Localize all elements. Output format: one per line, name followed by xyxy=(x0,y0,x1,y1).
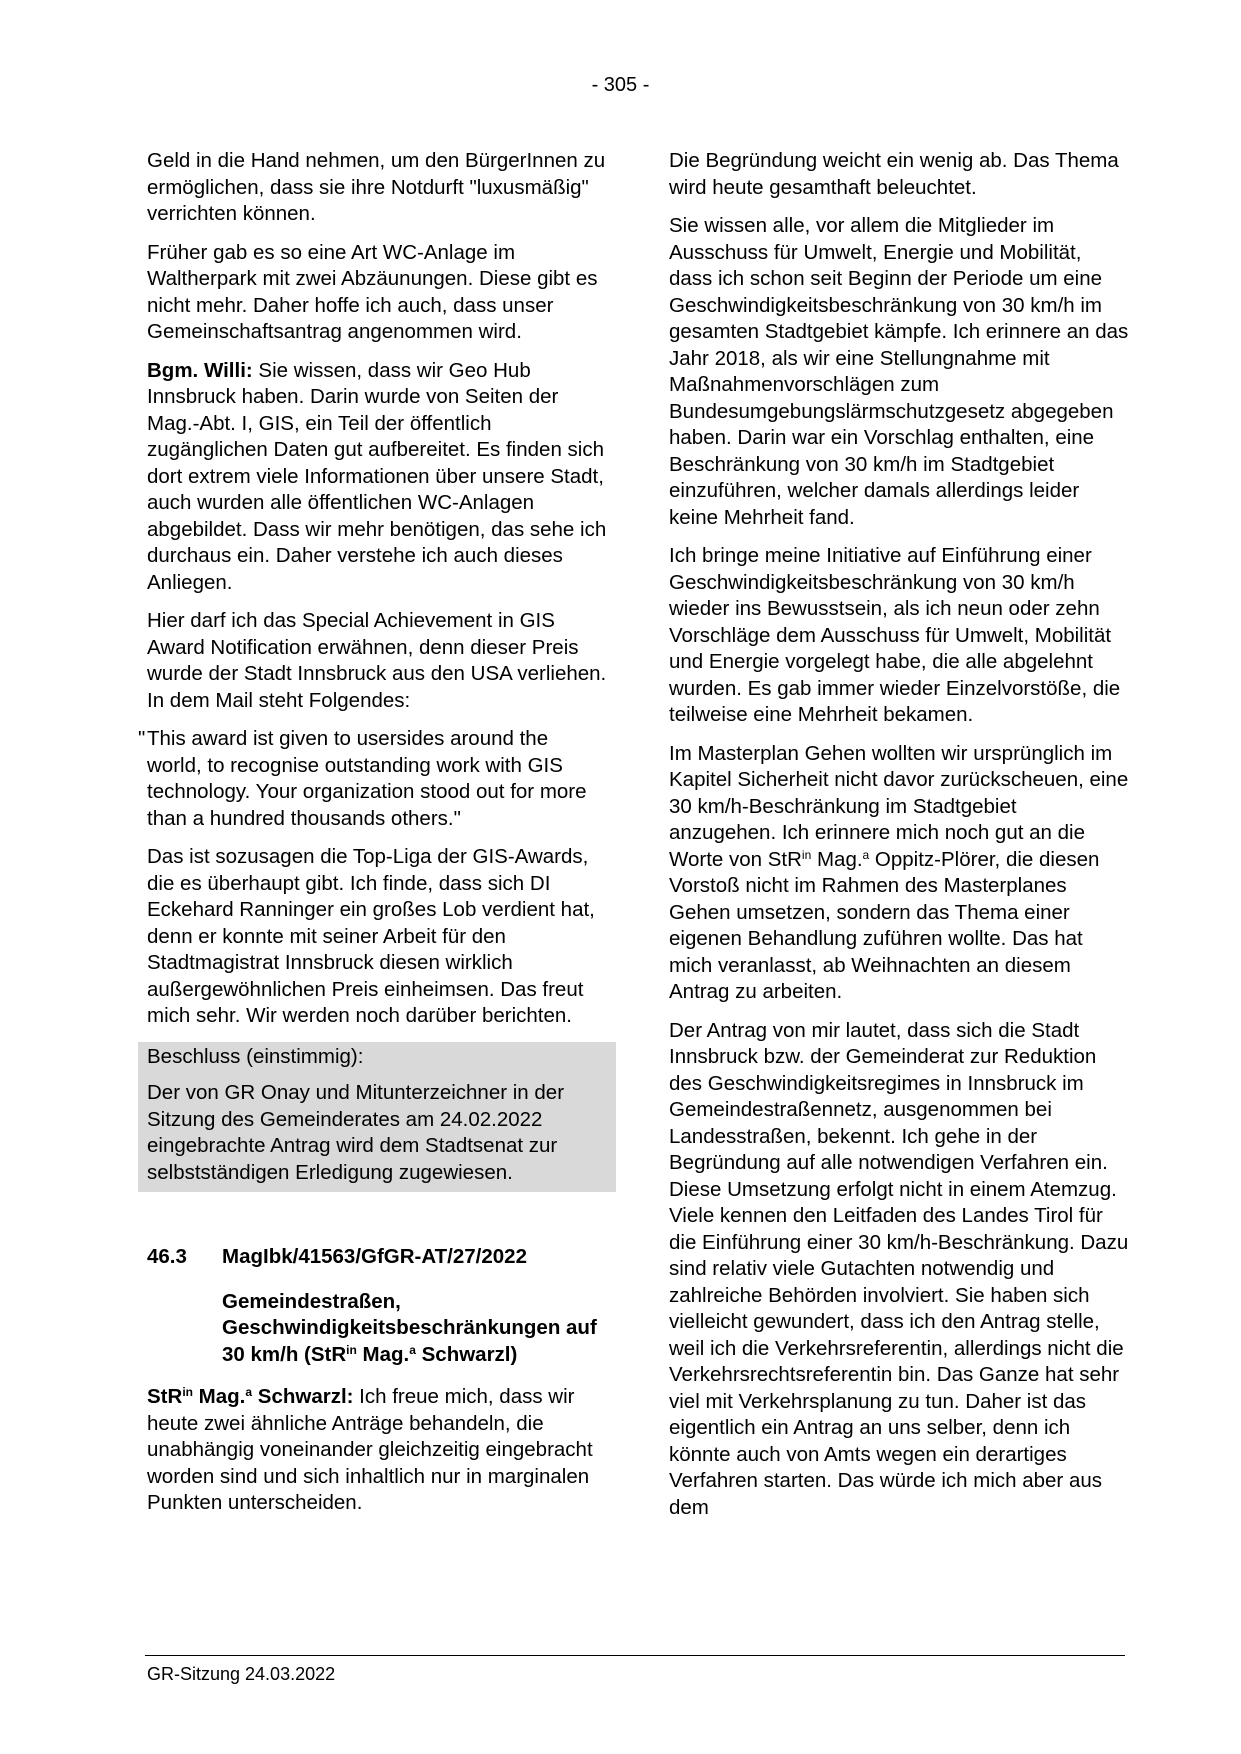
speech-text: Sie wissen, dass wir Geo Hub Innsbruck haben. Darin wurde von Seiten der Mag.-Abt. I, GIS, ein Teil der öffentlich zugänglichen Daten gut aufbereitet. Es finden sich dort extrem viele Informationen über unsere Stadt, auch wurden alle öffentlichen WC-Anlagen abgebildet. Dass wir mehr benötigen, das sehe ich durchaus ein. Daher verstehe ich auch dieses Anliegen. xyxy=(147,358,607,594)
page-number: - 305 - xyxy=(591,74,650,96)
quote-text: This award ist given to usersides around the world, to recognise outstanding work with GIS technology. Your organization stood out for more than a hundred thousands others." xyxy=(147,727,587,830)
left-paragraph-2: Früher gab es so eine Art WC-Anlage im Waltherpark mit zwei Abzäunungen. Diese gibt es nicht mehr. Daher hoffe ich auch, dass unser Gemeinschaftsantrag angenommen wird. xyxy=(147,240,598,343)
decision-text: Der von GR Onay und Mitunterzeichner in der Sitzung des Gemeinderates am 24.02.2022 eingebrachte Antrag wird dem Stadtsenat zur selbstständigen Erledigung zugewiesen. xyxy=(147,1081,565,1184)
right-paragraph-5: Der Antrag von mir lautet, dass sich die Stadt Innsbruck bzw. der Gemeinderat zur Reduktion des Geschwindigkeitsregimes in Innsbruck im Gemeindestraßennetz, ausgenommen bei Landesstraßen, bekennt. Ich gehe in der Begründung auf alle notwendigen Verfahren ein. Diese Umsetzung erfolgt nicht in einem Atemzug. Viele kennen den Leitfaden des Landes Tirol für die Einführung einer 30 km/h-Beschränkung. Dazu sind relativ viele Gutachten notwendig und zahlreiche Behörden involviert. Sie haben sich vielleicht gewundert, dass ich den Antrag stelle, weil ich die Verkehrsreferentin, allerdings nicht die Verkehrsrechtsreferentin bin. Das Ganze hat sehr viel mit Verkehrsplanung zu tun. Daher ist das eigentlich ein Antrag an uns selber, denn ich könnte auch von Amts wegen ein derartiges Verfahren starten. Das würde ich mich aber aus dem xyxy=(669,1018,1129,1519)
left-paragraph-3 xyxy=(147,358,607,597)
agenda-reference: MagIbk/41563/GfGR-AT/27/2022 xyxy=(222,1245,527,1268)
left-paragraph-4: Hier darf ich das Special Achievement in GIS Award Notification erwähnen, denn dieser Preis wurde der Stadt Innsbruck aus den USA verliehen. In dem Mail steht Folgendes: xyxy=(147,609,607,712)
decision-title: Beschluss (einstimmig): xyxy=(147,1044,364,1068)
agenda-title: Gemeindestraßen, Geschwindigkeitsbeschränkungen auf 30 km/h (StR$^{in}$ Mag.$^a$ Schwarzl) xyxy=(222,1289,597,1366)
left-column xyxy=(138,148,607,1529)
left-paragraph-6 xyxy=(147,1384,607,1517)
agenda-number: 46.3 xyxy=(147,1245,187,1268)
left-paragraph-1: Geld in die Hand nehmen, um den BürgerInnen zu ermöglichen, dass sie ihre Notdurft "luxusmäßig" verrichten können. xyxy=(147,149,606,225)
decision-box xyxy=(138,1042,616,1193)
footer-text: GR-Sitzung 24.03.2022 xyxy=(147,1664,336,1684)
speaker-name: Bgm. Willi: xyxy=(147,358,253,382)
agenda-item xyxy=(147,1244,607,1368)
award-quote xyxy=(138,726,607,832)
quote-mark: " xyxy=(138,727,146,750)
right-paragraph-2: Sie wissen alle, vor allem die Mitglieder im Ausschuss für Umwelt, Energie und Mobilität, dass ich schon seit Beginn der Periode um eine Geschwindigkeitsbeschränkung von 30 km/h im gesamten Stadtgebiet kämpfe. Ich erinnere an das Jahr 2018, als wir eine Stellungnahme mit Maßnahmenvorschlägen zum Bundesumgebungslärmschutzgesetz abgegeben haben. Darin war ein Vorschlag enthalten, eine Beschränkung von 30 km/h im Stadtgebiet einzuführen, welcher damals allerdings leider keine Mehrheit fand. xyxy=(669,214,1129,529)
right-column xyxy=(669,148,1129,1533)
right-paragraph-4: Im Masterplan Gehen wollten wir ursprünglich im Kapitel Sicherheit nicht davor zurückscheuen, eine 30 km/h-Beschränkung im Stadtgebiet anzugehen. Ich erinnere mich noch gut an die Worte von StR$^{in}$ Mag.$^a$ Oppitz-Plörer, die diesen Vorstoß nicht im Rahmen des Masterplanes Gehen umsetzen, sondern das Thema einer eigenen Behandlung zuführen wollte. Das hat mich veranlasst, ab Weihnachten an diesem Antrag zu arbeiten. xyxy=(669,741,1129,1003)
right-paragraph-3: Ich bringe meine Initiative auf Einführung einer Geschwindigkeitsbeschränkung von 30 km/h wieder ins Bewusstsein, als ich neun oder zehn Vorschläge dem Ausschuss für Umwelt, Mobilität und Energie vorgelegt habe, die alle abgelehnt wurden. Es gab immer wieder Einzelvorstöße, die teilweise eine Mehrheit bekamen. xyxy=(669,544,1121,726)
footer-divider xyxy=(145,1655,1125,1656)
right-paragraph-1: Die Begründung weicht ein wenig ab. Das Thema wird heute gesamthaft beleuchtet. xyxy=(669,149,1119,199)
left-paragraph-5: Das ist sozusagen die Top-Liga der GIS-Awards, die es überhaupt gibt. Ich finde, dass sich DI Eckehard Ranninger ein großes Lob verdient hat, denn er konnte mit seiner Arbeit für den Stadtmagistrat Innsbruck diesen wirklich außergewöhnlichen Preis einheimsen. Das freut mich sehr. Wir werden noch darüber berichten. xyxy=(147,845,595,1027)
speech-text-2: Ich freue mich, dass wir heute zwei ähnliche Anträge behandeln, die unabhängig voneinander gleichzeitig eingebracht worden sind und sich inhaltlich nur in marginalen Punkten unterscheiden. xyxy=(147,1385,593,1514)
speaker-name-2: StR$^{in}$ Mag.$^a$ Schwarzl: xyxy=(147,1385,354,1408)
